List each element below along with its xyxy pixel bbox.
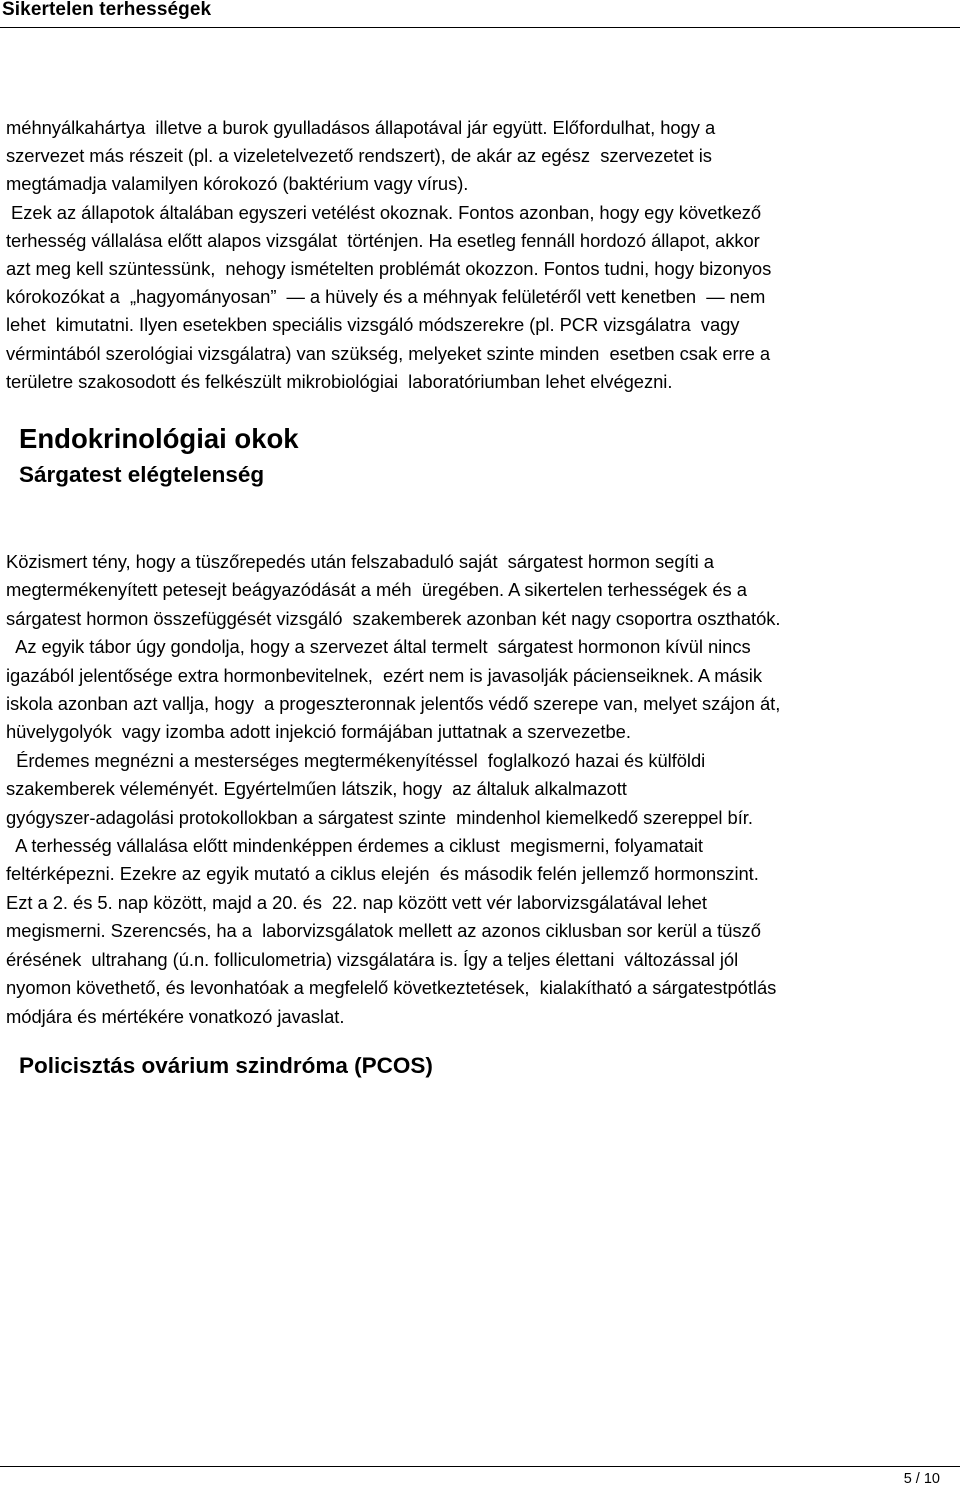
header-title: Sikertelen terhességek <box>2 0 212 20</box>
page-number: 5 / 10 <box>903 1471 940 1487</box>
text-line: vérmintából szerológiai vizsgálatra) van szükség, melyeket szinte minden esetben csak erre a <box>6 342 771 364</box>
text-line: iskola azonban azt vallja, hogy a progeszteronnak jelentős védő szerepe van, melyet szájon át, <box>6 693 781 715</box>
footer-divider <box>0 1466 960 1467</box>
text-line: A terhesség vállalása előtt mindenképpen érdemes a ciklust megismerni, folyamatait <box>6 835 703 857</box>
paragraph-infections <box>6 114 960 396</box>
text-line: területre szakosodott és felkészült mikrobiológiai laboratóriumban lehet elvégezni. <box>6 370 673 392</box>
text-line: azt meg kell szüntessünk, nehogy ismételten problémát okozzon. Fontos tudni, hogy bizonyos <box>6 258 772 280</box>
text-line: feltérképezni. Ezekre az egyik mutató a ciklus elején és második felén jellemző hormonszint. <box>6 863 759 885</box>
text-line: Érdemes megnézni a mesterséges megtermékenyítéssel foglalkozó hazai és külföldi <box>6 749 706 771</box>
text-line: terhesség vállalása előtt alapos vizsgálat történjen. Ha esetleg fennáll hordozó állapot, akkor <box>6 229 760 251</box>
text-line: érésének ultrahang (ú.n. folliculometria) vizsgálatára is. Így a teljes élettani változással jól <box>6 948 739 970</box>
text-line: megtermékenyített petesejt beágyazódását a méh üregében. A sikertelen terhességek és a <box>6 579 747 601</box>
page-header <box>0 0 960 28</box>
text-line: nyomon követhető, és levonhatóak a megfelelő következtetések, kialakítható a sárgatestpótlás <box>6 977 777 999</box>
text-line: Közismert tény, hogy a tüszőrepedés után felszabaduló saját sárgatest hormon segíti a <box>6 551 714 572</box>
section-heading: Endokrinológiai okok <box>19 423 299 454</box>
text-line: méhnyálkahártya illetve a burok gyulladásos állapotával jár együtt. Előfordulhat, hogy a <box>6 117 716 138</box>
section2-subheading: Policisztás ovárium szindróma (PCOS) <box>19 1053 433 1078</box>
section-subheading: Sárgatest elégtelenség <box>19 462 265 487</box>
text-line: megismerni. Szerencsés, ha a laborvizsgálatok mellett az azonos ciklusban sor kerül a tüsző <box>6 920 761 942</box>
text-line: módjára és mértékére vonatkozó javaslat. <box>6 1005 345 1027</box>
text-line: kórokozókat a „hagyományosan” — a hüvely és a méhnyak felületéről vett kenetben — nem <box>6 286 766 308</box>
text-line: Ezt a 2. és 5. nap között, majd a 20. és 22. nap között vett vér laborvizsgálatával lehet <box>6 891 707 913</box>
text-line: Az egyik tábor úgy gondolja, hogy a szervezet által termelt sárgatest hormonon kívül nincs <box>6 636 751 658</box>
text-line: megtámadja valamilyen kórokozó (baktérium vagy vírus). <box>6 173 469 195</box>
text-line: szakemberek véleményét. Egyértelműen látszik, hogy az általuk alkalmazott <box>6 778 627 800</box>
text-line: hüvelygolyók vagy izomba adott injekció formájában juttatnak a szervezetbe. <box>6 721 631 743</box>
text-line: Ezek az állapotok általában egyszeri vetélést okoznak. Fontos azonban, hogy egy következő <box>6 201 762 223</box>
text-line: sárgatest hormon összefüggését vizsgáló szakemberek azonban két nagy csoportra oszthatók. <box>6 607 781 629</box>
text-line: lehet kimutatni. Ilyen esetekben speciális vizsgáló módszerekre (pl. PCR vizsgálatra vagy <box>6 314 740 336</box>
text-line: igazából jelentősége extra hormonbevitelnek, ezért nem is javasolják pácienseiknek. A másik <box>6 664 762 686</box>
paragraph-corpus-luteum <box>6 548 960 1031</box>
text-line: szervezet más részeit (pl. a vizeletelvezető rendszert), de akár az egész szervezetet is <box>6 145 712 167</box>
text-line: gyógyszer-adagolási protokollokban a sárgatest szinte mindenhol kiemelkedő szereppel bír. <box>6 806 753 828</box>
